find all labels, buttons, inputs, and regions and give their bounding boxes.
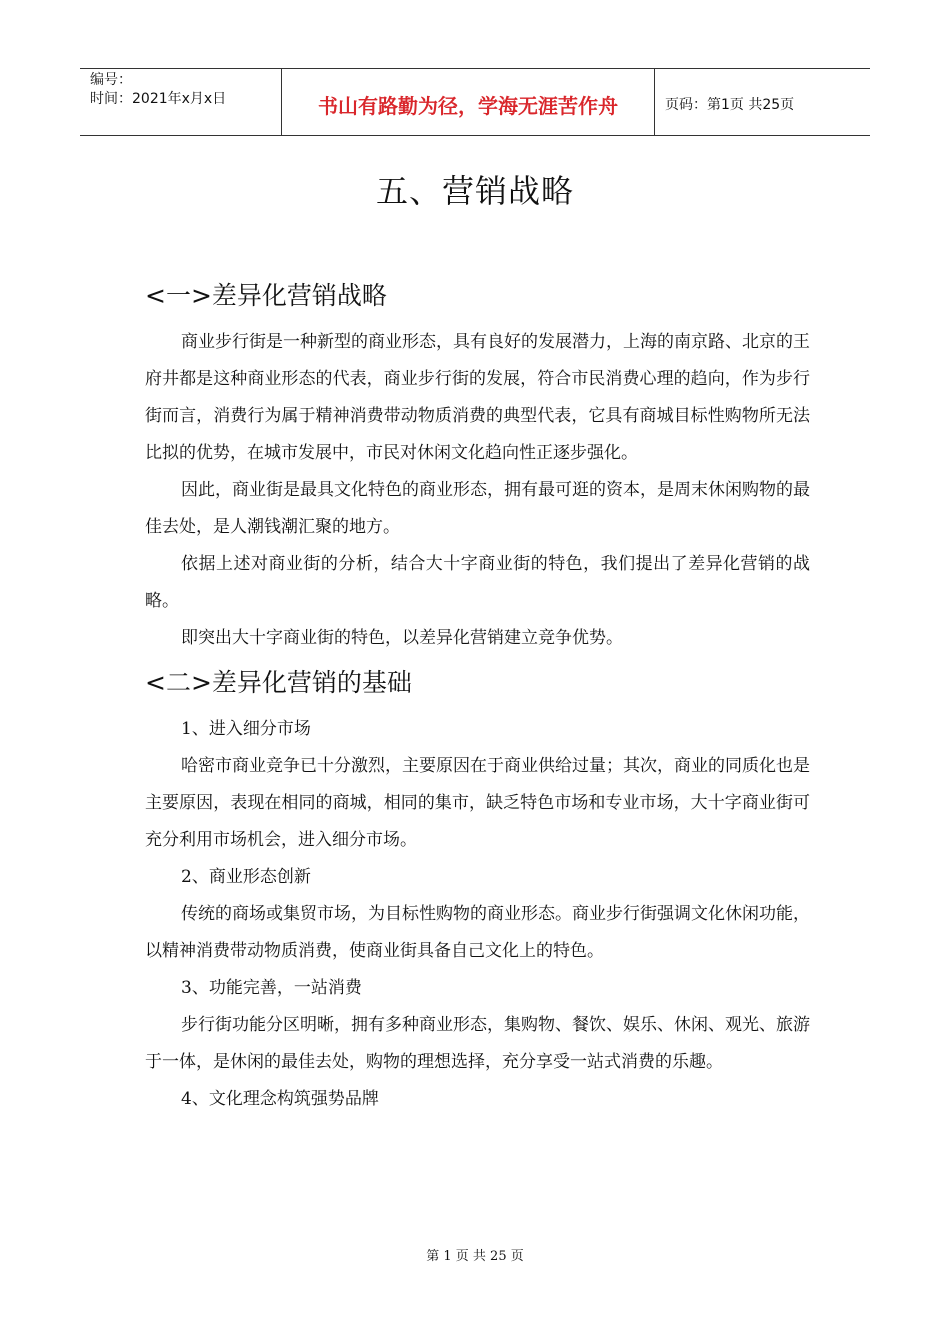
number-label: 编号： <box>90 72 132 88</box>
page-info: 页码：第1页 共25页 <box>665 97 795 113</box>
subsection-title: 4、文化理念构筑强势品牌 <box>181 1089 379 1109</box>
paragraph: 即突出大十字商业街的特色，以差异化营销建立竞争优势。 <box>181 628 623 648</box>
section-heading-2: <二>差异化营销的基础 <box>145 668 412 697</box>
paragraph: 商业步行街是一种新型的商业形态，具有良好的发展潜力，上海的南京路、北京的王府井都是这种商业形态的代表，商业步行街的发展，符合市民消费心理的趋向，作为步行街而言，消费行为属于精神消费带动物质消费的典型代表，它具有商城目标性购物所无法比拟的优势，在城市发展中，市民对休闲文化趋向性正逐步强化。 <box>145 332 810 463</box>
subsection-title: 2、商业形态创新 <box>181 867 311 887</box>
page-footer: 第 1 页 共 25 页 <box>426 1249 524 1264</box>
header-table <box>80 68 870 136</box>
paragraph: 哈密市商业竞争已十分激烈，主要原因在于商业供给过量；其次，商业的同质化也是主要原因，表现在相同的商城，相同的集市，缺乏特色市场和专业市场，大十字商业街可充分利用市场机会，进入细分市场。 <box>145 756 810 850</box>
subsection-title: 3、功能完善，一站消费 <box>181 978 362 998</box>
paragraph: 依据上述对商业街的分析，结合大十字商业街的特色，我们提出了差异化营销的战略。 <box>145 554 810 611</box>
page-title: 五、营销战略 <box>375 172 574 210</box>
paragraph: 步行街功能分区明晰，拥有多种商业形态，集购物、餐饮、娱乐、休闲、观光、旅游于一体，是休闲的最佳去处，购物的理想选择，充分享受一站式消费的乐趣。 <box>145 1015 810 1072</box>
paragraph: 传统的商场或集贸市场，为目标性购物的商业形态。商业步行街强调文化休闲功能，以精神消费带动物质消费，使商业街具备自己文化上的特色。 <box>145 904 810 961</box>
header-motto-cell <box>282 69 655 135</box>
subsection-title: 1、进入细分市场 <box>181 719 311 739</box>
paragraph: 因此，商业街是最具文化特色的商业形态，拥有最可逛的资本，是周末休闲购物的最佳去处，是人潮钱潮汇聚的地方。 <box>145 480 810 537</box>
time-label: 时间：2021年x月x日 <box>90 91 227 107</box>
header-page-cell <box>655 69 870 135</box>
section-heading-1: <一>差异化营销战略 <box>145 281 387 310</box>
motto-text: 书山有路勤为径，学海无涯苦作舟 <box>318 93 618 118</box>
document-body <box>145 276 810 1118</box>
header-meta-cell <box>80 69 282 135</box>
